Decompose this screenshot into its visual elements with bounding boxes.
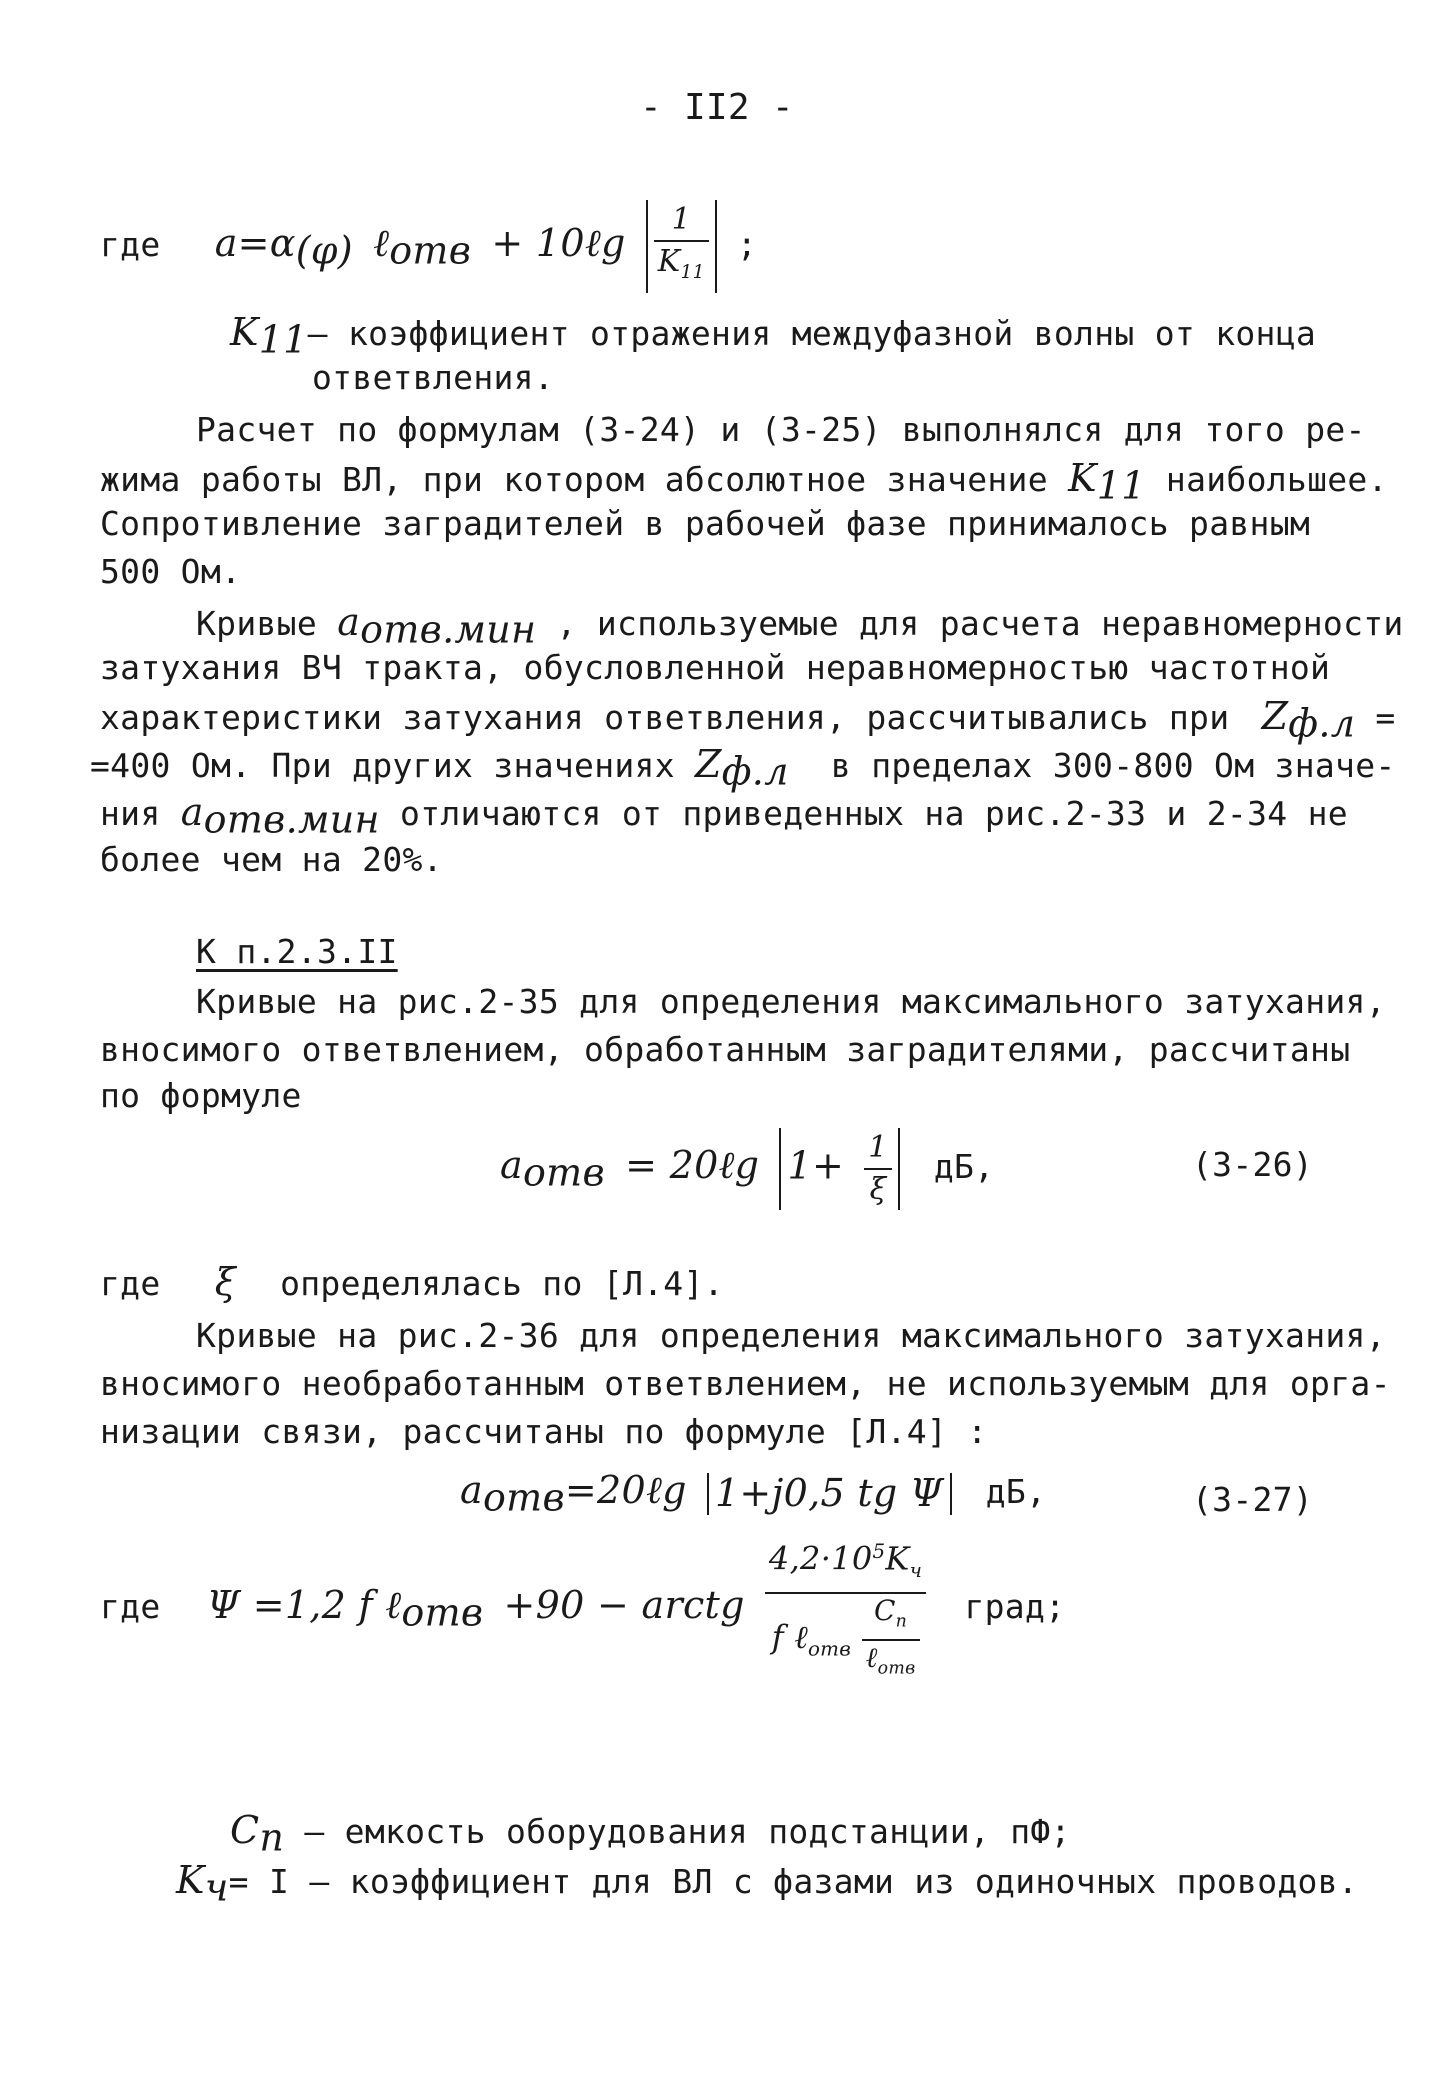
para1-line2: жима работы ВЛ, при котором абсолютное значение $K_{11}$ наибольшее.: [100, 456, 1388, 508]
fraction-numerator: 1: [654, 200, 709, 242]
para1-line1: Расчет по формулам (3-24) и (3-25) выполнялся для того ре-: [196, 410, 1366, 449]
para2-line4: =400 Ом. При других значениях $Z_{ф.л}$ в пределах 300-800 Ом значе-: [90, 742, 1396, 794]
para1-line3: Сопротивление заградителей в рабочей фазе принималось равным: [100, 504, 1311, 543]
log-term: + 10ℓg: [491, 221, 626, 265]
para2-line1: Кривые $a_{отв.мин}$ , используемые для расчета неравномерности: [196, 600, 1404, 652]
formula-a: [100, 200, 758, 283]
fraction-denominator: $K_{11}$: [657, 244, 705, 283]
para2-line2: затухания ВЧ тракта, обусловленной неравномерностью частотной: [100, 648, 1331, 687]
para3-line2: вносимого ответвлением, обработанным заградителями, рассчитаны: [100, 1030, 1351, 1069]
abs-value-3-26: 1+ $\frac{1}{\xi}$: [779, 1128, 899, 1210]
para2-line6: более чем на 20%.: [100, 840, 443, 879]
abs-value: [646, 200, 717, 293]
section-heading: К п.2.3.II: [196, 932, 398, 971]
para3-line3: по формуле: [100, 1076, 302, 1115]
formula-3-27: $a_{отв}=20\ell g$ 1+j0,5 tg Ψ дБ,: [460, 1468, 1047, 1520]
fraction-psi-inner: $\frac{C_п}{\ell_{отв}}$: [862, 1594, 920, 1685]
para1-line4: 500 Ом.: [100, 552, 242, 591]
formula-a-tail: ;: [736, 225, 758, 264]
formula-psi: где Ψ =1,2 f ℓ$_{отв}$ +90 − arctg $4,2\cdot 10^5K_ч$ f ℓ$_{отв}$ $\frac{C_п}{\ell_{отв}}$ град;: [100, 1530, 1065, 1680]
fraction: [654, 200, 709, 293]
formula-a-lhs: a=: [214, 221, 270, 265]
k11-definition-line1: $K_{11}-$ коэффициент отражения междуфазной волны от конца: [230, 310, 1317, 362]
para2-line5: ния $a_{отв.мин}$ отличаются от приведенных на рис.2-33 и 2-34 не: [100, 790, 1348, 842]
alpha-symbol: α: [269, 221, 296, 265]
equation-number-3-27: (3-27): [1192, 1480, 1314, 1519]
k11-inline-symbol: K: [1068, 456, 1097, 500]
para3-line1: Кривые на рис.2-35 для определения максимального затухания,: [196, 982, 1386, 1021]
l-symbol: ℓ: [373, 221, 390, 265]
k11-symbol: K: [230, 310, 259, 354]
para4-line2: вносимого необработанным ответвлением, не используемым для орга-: [100, 1364, 1391, 1403]
abs-value-3-27: 1+j0,5 tg Ψ: [707, 1473, 952, 1515]
equation-number-3-26: (3-26): [1192, 1145, 1314, 1184]
where-label: где: [100, 225, 161, 264]
formula-3-26: $a_{отв}$ = 20ℓg 1+ $\frac{1}{\xi}$ дБ,: [500, 1120, 994, 1210]
fraction-psi: $4,2\cdot 10^5K_ч$ f ℓ$_{отв}$ $\frac{C_п}{\ell_{отв}}$: [765, 1531, 926, 1685]
k11-subscript: 11: [258, 317, 308, 362]
para2-line3: характеристики затухания ответвления, рассчитывались при $Z_{ф.л}$ =: [100, 694, 1396, 746]
page-number: - II2 -: [640, 87, 794, 128]
para4-line3: низации связи, рассчитаны по формуле [Л.4] :: [100, 1412, 988, 1451]
k11-definition-line2: ответвления.: [312, 358, 555, 397]
cp-definition: $C_п$ – емкость оборудования подстанции, пФ;: [230, 1808, 1071, 1860]
para4-line1: Кривые на рис.2-36 для определения максимального затухания,: [196, 1316, 1386, 1355]
l-subscript: отв: [389, 228, 472, 273]
kch-definition: $K_ч= I$ – коэффициент для ВЛ с фазами из одиночных проводов.: [176, 1858, 1359, 1910]
alpha-subscript: (φ): [295, 228, 353, 273]
where-xi: где ξ определялась по [Л.4].: [100, 1260, 724, 1304]
fraction-3-26: $\frac{1}{\xi}$: [864, 1128, 891, 1210]
